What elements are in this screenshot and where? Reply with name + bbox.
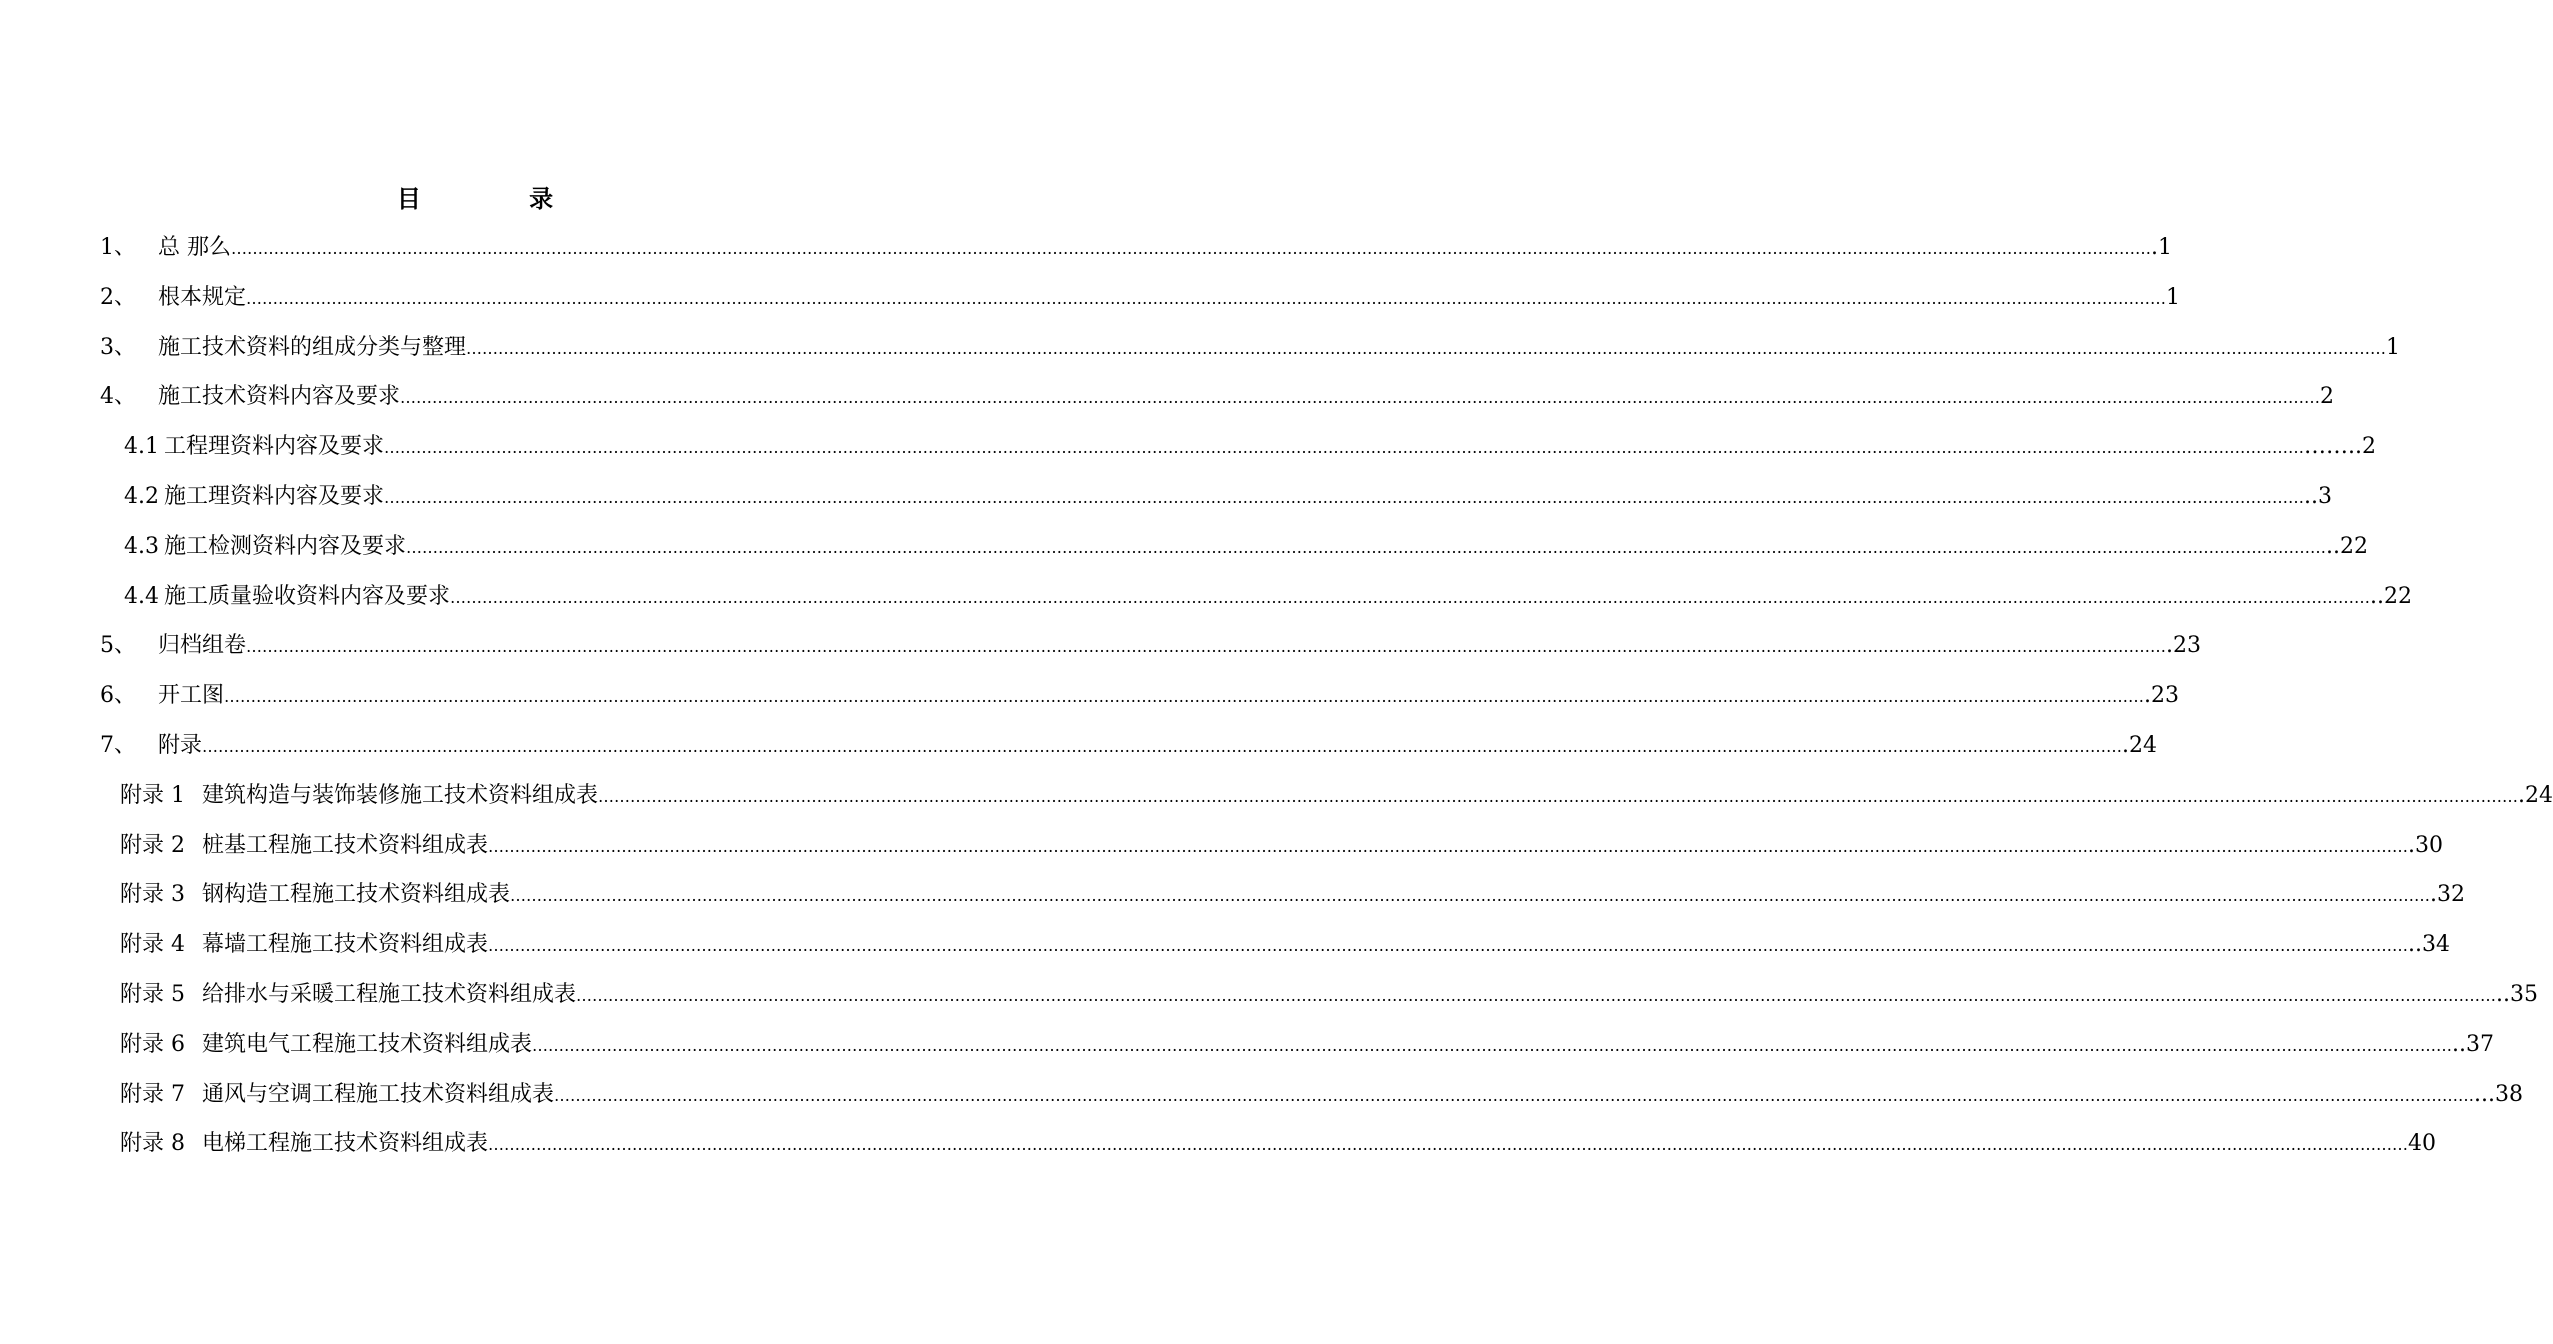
toc-entry[interactable] bbox=[100, 377, 2335, 417]
toc-entry-number: 2、 bbox=[100, 284, 136, 310]
toc-leader-dots: ……………………………………………………………………………………………………………………………………………………………………………………………………………………………………………………………………………………………………………………………… bbox=[384, 438, 2305, 458]
toc-leader-dots: ……………………………………………………………………………………………………………………………………………………………………………………………………………………………………………………………………………………………………………………………… bbox=[488, 836, 2409, 856]
toc-entry-number: 附录 6 bbox=[120, 1031, 185, 1057]
toc-entry-title: 幕墙工程施工技术资料组成表 bbox=[202, 932, 489, 958]
toc-leader-dots: ……………………………………………………………………………………………………………………………………………………………………………………………………………………………………………………………………………………………………………………………… bbox=[400, 388, 2321, 408]
toc-entry[interactable] bbox=[120, 975, 2538, 1015]
toc-entry-number: 4.2 bbox=[124, 484, 159, 509]
toc-entry-page: .23 bbox=[2144, 683, 2180, 709]
toc-entry-page: ……..2 bbox=[2304, 434, 2376, 460]
toc-leader-dots: ……………………………………………………………………………………………………………………………………………………………………………………………………………………………………………………………………………………………………………………………… bbox=[246, 637, 2167, 657]
toc-entry-number: 附录 5 bbox=[120, 982, 185, 1007]
toc-leader-dots: ……………………………………………………………………………………………………………………………………………………………………………………………………………………………………………………………………………………………………………………………… bbox=[510, 886, 2431, 906]
toc-entry-page: ..34 bbox=[2408, 932, 2450, 958]
toc-entry-title: 归档组卷 bbox=[158, 633, 247, 659]
toc-entry[interactable] bbox=[120, 1025, 2494, 1065]
toc-entry-title: 给排水与采暖工程施工技术资料组成表 bbox=[202, 982, 577, 1007]
toc-entry-page: 2 bbox=[2320, 384, 2335, 410]
toc-entry-number: 附录 3 bbox=[120, 882, 185, 908]
toc-entry[interactable] bbox=[124, 427, 2376, 467]
toc-leader-dots: ……………………………………………………………………………………………………………………………………………………………………………………………………………………………………………………………………………………………………………………………… bbox=[554, 1085, 2475, 1105]
toc-entry-number: 6、 bbox=[100, 683, 136, 709]
toc-entry[interactable] bbox=[120, 826, 2444, 866]
toc-entry-page: ..22 bbox=[2370, 583, 2412, 609]
toc-leader-dots: ……………………………………………………………………………………………………………………………………………………………………………………………………………………………………………………………………………………………………………………………… bbox=[532, 1035, 2453, 1055]
toc-entry-number: 附录 1 bbox=[120, 782, 185, 808]
toc-entry-number: 4.1 bbox=[124, 434, 159, 460]
toc-entry[interactable] bbox=[100, 278, 2181, 318]
toc-entry[interactable] bbox=[100, 626, 2202, 666]
toc-entry-number: 4.4 bbox=[124, 583, 159, 609]
toc-entry[interactable] bbox=[120, 925, 2450, 965]
toc-leader-dots: ……………………………………………………………………………………………………………………………………………………………………………………………………………………………………………………………………………………………………………………………… bbox=[488, 936, 2409, 956]
toc-entry[interactable] bbox=[100, 328, 2401, 368]
toc-entry-title: 建筑构造与装饰装修施工技术资料组成表 bbox=[202, 782, 599, 808]
toc-entry-number: 4、 bbox=[100, 384, 136, 410]
toc-entry[interactable] bbox=[120, 875, 2466, 915]
toc-leader-dots: ……………………………………………………………………………………………………………………………………………………………………………………………………………………………………………………………………………………………………………………………… bbox=[450, 587, 2371, 607]
toc-entry-title: 桩基工程施工技术资料组成表 bbox=[202, 832, 489, 858]
toc-leader-dots: ……………………………………………………………………………………………………………………………………………………………………………………………………………………………………………………………………………………………………………………………… bbox=[466, 338, 2387, 358]
toc-entry-title: 施工理资料内容及要求 bbox=[164, 484, 385, 509]
toc-entry-number: 附录 4 bbox=[120, 932, 185, 958]
toc-entry-number: 3、 bbox=[100, 334, 136, 360]
toc-entry-title: 建筑电气工程施工技术资料组成表 bbox=[202, 1031, 533, 1057]
toc-entry[interactable] bbox=[120, 1075, 2523, 1115]
toc-entry-number: 5、 bbox=[100, 633, 136, 659]
toc-entry[interactable] bbox=[124, 527, 2368, 567]
toc-entry-title: 总 那么 bbox=[158, 235, 231, 260]
toc-entry-page: 1 bbox=[2166, 284, 2181, 310]
toc-leader-dots: ……………………………………………………………………………………………………………………………………………………………………………………………………………………………………………………………………………………………………………………………… bbox=[246, 288, 2167, 308]
toc-entry-number: 附录 2 bbox=[120, 832, 185, 858]
toc-entry[interactable] bbox=[100, 676, 2180, 716]
toc-leader-dots: ……………………………………………………………………………………………………………………………………………………………………………………………………………………………………………………………………………………………………………………………… bbox=[202, 737, 2123, 756]
toc-entry-page: .24 bbox=[2122, 733, 2158, 758]
toc-entry[interactable] bbox=[120, 1124, 2437, 1164]
toc-leader-dots: ……………………………………………………………………………………………………………………………………………………………………………………………………………………………………………………………………………………………………………………………… bbox=[488, 1135, 2409, 1155]
toc-entry-page: .1 bbox=[2151, 235, 2172, 260]
toc-entry-title: 工程理资料内容及要求 bbox=[164, 434, 385, 460]
toc-entry-page: .32 bbox=[2430, 882, 2466, 908]
toc-entry-number: 附录 7 bbox=[120, 1081, 185, 1107]
toc-leader-dots: ……………………………………………………………………………………………………………………………………………………………………………………………………………………………………………………………………………………………………………………………… bbox=[598, 786, 2519, 806]
toc-entry-title: 施工技术资料的组成分类与整理 bbox=[158, 334, 467, 360]
toc-entry[interactable] bbox=[100, 228, 2172, 268]
toc-entry[interactable] bbox=[124, 577, 2412, 617]
toc-entry-number: 1、 bbox=[100, 235, 136, 260]
toc-entry-page: .24 bbox=[2518, 782, 2553, 808]
toc-entry-title: 施工检测资料内容及要求 bbox=[164, 533, 407, 559]
toc-entry-page: ..3 bbox=[2304, 484, 2332, 509]
toc-leader-dots: ……………………………………………………………………………………………………………………………………………………………………………………………………………………………………………………………………………………………………………………………… bbox=[406, 537, 2327, 557]
toc-entry-number: 4.3 bbox=[124, 533, 159, 559]
toc-entry-number: 7、 bbox=[100, 733, 136, 758]
toc-entry-page: 40 bbox=[2408, 1131, 2437, 1157]
toc-entry-page: ..35 bbox=[2496, 982, 2538, 1007]
toc-entry-page: .23 bbox=[2166, 633, 2202, 659]
toc-entry-title: 施工技术资料内容及要求 bbox=[158, 384, 401, 410]
toc-entry-page: ..37 bbox=[2452, 1031, 2494, 1057]
toc-entry-page: ..22 bbox=[2326, 533, 2368, 559]
toc-entry-title: 施工质量验收资料内容及要求 bbox=[164, 583, 451, 609]
toc-leader-dots: ……………………………………………………………………………………………………………………………………………………………………………………………………………………………………………………………………………………………………………………………… bbox=[576, 986, 2497, 1005]
toc-entry-title: 开工图 bbox=[158, 683, 225, 709]
toc-entry-page: ...38 bbox=[2474, 1081, 2523, 1107]
toc-entry-title: 钢构造工程施工技术资料组成表 bbox=[202, 882, 511, 908]
toc-entry-page: 1 bbox=[2386, 334, 2401, 360]
toc-entry[interactable] bbox=[120, 776, 2553, 816]
toc-entry-number: 附录 8 bbox=[120, 1131, 185, 1157]
toc-leader-dots: ……………………………………………………………………………………………………………………………………………………………………………………………………………………………………………………………………………………………………………………………… bbox=[231, 239, 2151, 258]
toc-entry-title: 根本规定 bbox=[158, 284, 247, 310]
page-title: 目 录 bbox=[396, 184, 604, 213]
toc-entry[interactable] bbox=[124, 477, 2332, 517]
toc-entry[interactable] bbox=[100, 726, 2158, 766]
toc-leader-dots: ……………………………………………………………………………………………………………………………………………………………………………………………………………………………………………………………………………………………………………………………… bbox=[384, 488, 2305, 507]
toc-leader-dots: ……………………………………………………………………………………………………………………………………………………………………………………………………………………………………………………………………………………………………………………………… bbox=[224, 687, 2145, 707]
toc-entry-title: 电梯工程施工技术资料组成表 bbox=[202, 1131, 489, 1157]
toc-entry-title: 附录 bbox=[158, 733, 203, 758]
toc-entry-page: .30 bbox=[2408, 832, 2444, 858]
toc-entry-title: 通风与空调工程施工技术资料组成表 bbox=[202, 1081, 555, 1107]
